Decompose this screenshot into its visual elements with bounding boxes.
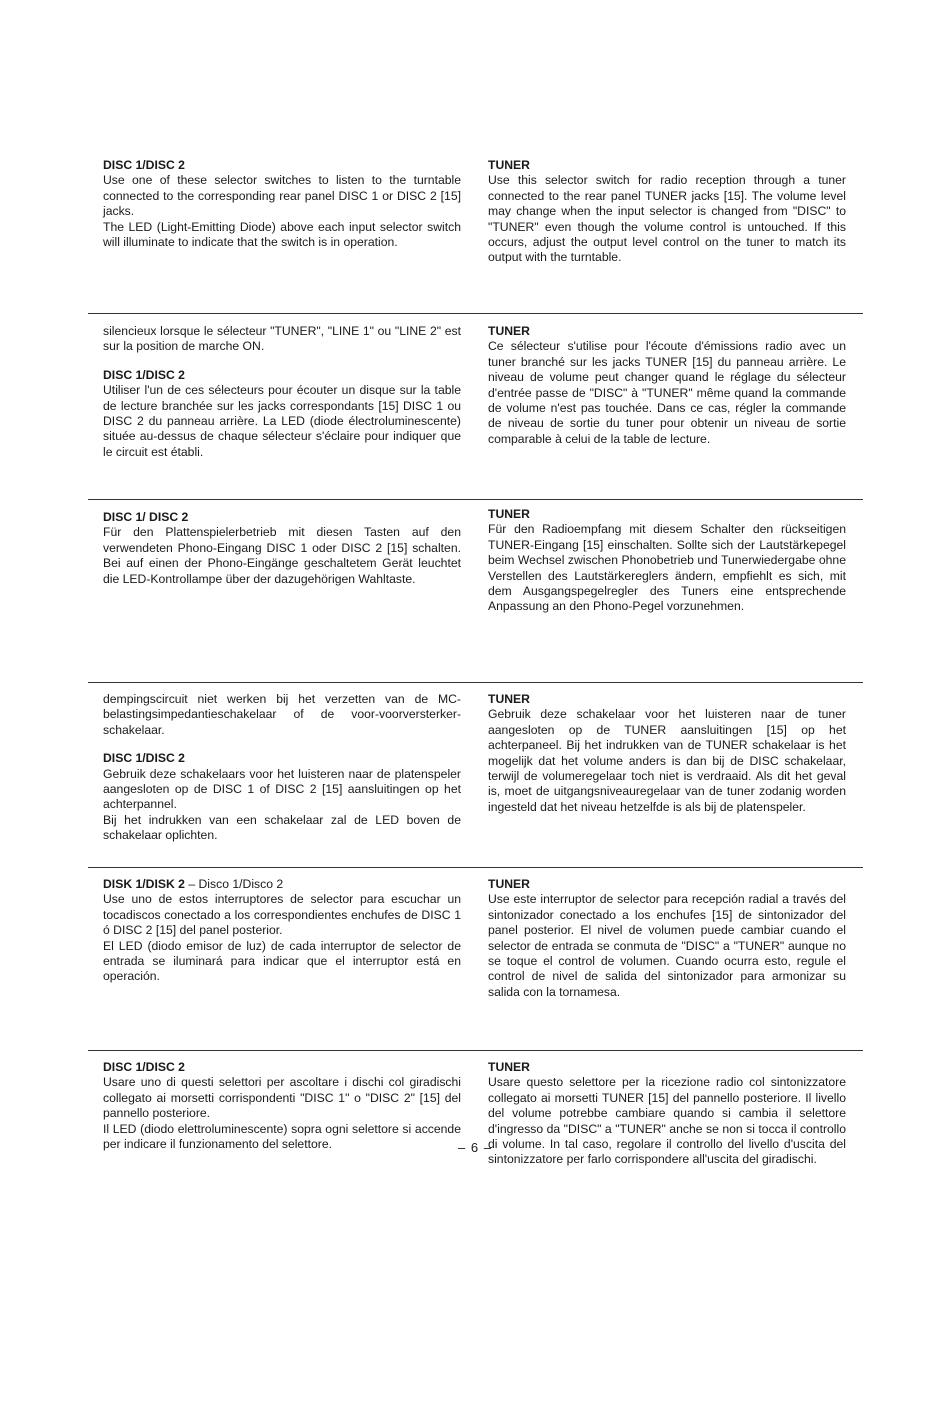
english-tuner-para-1: Use this selector switch for radio reception through a tuner connected to the rear panel TUNER jacks [15]. The volume level may change when the input selector is changed from "DISC" to "TUNER" even though the volume control is untouched. If this occurs, adjust the output level control on the tuner to match its output with the turntable. (488, 173, 846, 265)
german-tuner-column (488, 507, 846, 615)
german-disc-para-1: Für den Plattenspielerbetrieb mit diesen Tasten auf den verwendeten Phono-Eingang DISC 1 oder DISC 2 [15] schalten. Bei auf einen der Phono-Eingänge geschaltetem Gerät leuchtet die LED-Kontrollampe über der dazugehörigen Wahltaste. (103, 525, 461, 586)
german-disc-column (103, 510, 461, 587)
italian-tuner-heading: TUNER (488, 1060, 530, 1074)
english-tuner-heading: TUNER (488, 158, 530, 172)
spanish-disc-para-1: Use uno de estos interruptores de selector para escuchar un tocadiscos conectado a los correspondientes enchufes de DISC 1 ó DISC 2 [15] del panel posterior. (103, 892, 461, 938)
spanish-disc-heading (103, 877, 461, 892)
spanish-tuner-heading: TUNER (488, 877, 530, 891)
spanish-tuner-column (488, 877, 846, 1000)
italian-disc-para-1: Usare uno di questi selettori per ascoltare i dischi col giradischi collegato ai morsetti corrispondenti "DISC 1" o "DISC 2" [15] del pannello posteriore. (103, 1075, 461, 1121)
english-disc-heading: DISC 1/DISC 2 (103, 158, 185, 172)
italian-disc-para-2: Il LED (diodo elettroluminescente) sopra ogni selettore si accende per indicare il funzionamento del selettore. (103, 1121, 461, 1152)
german-tuner-para-1: Für den Radioempfang mit diesem Schalter den rückseitigen TUNER-Eingang [15] einschalten. Sollte sich der Lautstärkepegel beim Wechsel zwischen Phonobetrieb und Tunerwiedergabe ohne Verstellen des Lautstärkereglers ändern, empfiehlt es sich, mit dem Ausgangspegelregler des Tuners eine entsprechende Anpassung an den Phono-Pegel vorzunehmen. (488, 522, 846, 614)
spanish-disc-column (103, 877, 461, 985)
page-number: – 6 – (458, 1140, 492, 1155)
french-disc-heading: DISC 1/DISC 2 (103, 367, 185, 382)
section-divider (88, 682, 863, 683)
dutch-disc-heading: DISC 1/DISC 2 (103, 751, 185, 766)
spanish-disc-para-2: El LED (diodo emisor de luz) de cada interruptor de selector de entrada se iluminará para indicar que el interruptor está en operación. (103, 938, 461, 984)
french-disc-column (103, 324, 461, 460)
english-disc-column (103, 158, 461, 250)
dutch-lead-text: dempingscircuit niet werken bij het verzetten van de MC-belastingsimpedantieschakelaar of de voor-voorversterker-schakelaar. (103, 692, 461, 737)
section-divider (88, 1050, 863, 1051)
dutch-disc-para-2: Bij het indrukken van een schakelaar zal de LED boven de schakelaar oplichten. (103, 812, 461, 843)
section-divider (88, 499, 863, 500)
english-disc-para-1: Use one of these selector switches to listen to the turntable connected to the corresponding rear panel DISC 1 or DISC 2 [15] jacks. (103, 173, 461, 219)
dutch-tuner-para-1: Gebruik deze schakelaar voor het luisteren naar de tuner aangesloten op de TUNER aansluitingen [15] op het achterpaneel. Bij het indrukken van de TUNER schakelaar is het mogelijk dat het volume anders is dan bij de DISC schakelaar, terwijl de volumeregelaar toch niet is verdraaid. Als dit het geval is, moet de uitgangsniveauregelaar van de tuner zodanig worden ingesteld dat het niveau hetzelfde is als bij de platenspeler. (488, 707, 846, 814)
spanish-disc-heading-main: DISK 1/DISK 2 (103, 877, 185, 891)
italian-disc-heading: DISC 1/DISC 2 (103, 1060, 185, 1074)
dutch-disc-column (103, 692, 461, 844)
spanish-disc-heading-suffix: – Disco 1/Disco 2 (184, 877, 284, 891)
italian-tuner-para-1: Usare questo selettore per la ricezione radio col sintonizzatore collegato ai morsetti TUNER [15] del pannello posteriore. Il livello del volume potrebbe cambiare quando si cambia il selettore d'ingresso da "DISC" a "TUNER" anche se non si tocca il controllo di volume. In tal caso, regolare il controllo del livello d'uscita del sintonizzatore per farlo corrispondere all'uscita del giradischi. (488, 1075, 846, 1167)
french-lead-text: silencieux lorsque le sélecteur "TUNER", "LINE 1" ou "LINE 2" est sur la position de marche ON. (103, 324, 461, 354)
german-tuner-heading: TUNER (488, 507, 530, 521)
german-disc-heading: DISC 1/ DISC 2 (103, 510, 189, 524)
french-disc-para-1: Utiliser l'un de ces sélecteurs pour écouter un disque sur la table de lecture branchée sur les jacks correspondants [15] DISC 1 ou DISC 2 du panneau arrière. La LED (diode électroluminescente) située au-dessus de chaque sélecteur s'éclaire pour indiquer que le circuit est établi. (103, 383, 461, 459)
italian-disc-column (103, 1060, 461, 1152)
dutch-tuner-column (488, 692, 846, 815)
english-disc-para-2: The LED (Light-Emitting Diode) above each input selector switch will illuminate to indicate that the switch is in operation. (103, 219, 461, 250)
section-divider (88, 313, 863, 314)
dutch-disc-para-1: Gebruik deze schakelaars voor het luisteren naar de platenspeler aangesloten op de DISC 1 of DISC 2 [15] aansluitingen op het achterpannel. (103, 766, 461, 812)
english-tuner-column (488, 158, 846, 266)
french-tuner-column (488, 324, 846, 447)
section-divider (88, 867, 863, 868)
spanish-tuner-para-1: Use este interruptor de selector para recepción radial a través del sintonizador conectado a los enchufes [15] de sintonizador del panel posterior. El nivel de volumen puede cambiar cuando el selector de entrada se conmuta de "DISC" a "TUNER" aunque no se toque el control de volumen. Cuando ocurra esto, regule el control de nivel de salida del sintonizador para armonizar su salida con la tornamesa. (488, 892, 846, 999)
french-tuner-para-1: Ce sélecteur s'utilise pour l'écoute d'émissions radio avec un tuner branché sur les jacks TUNER [15] du panneau arrière. Le niveau de volume peut changer quand le réglage du sélecteur d'entrée passe de "DISC" à "TUNER" même quand la commande de volume n'est pas touchée. Dans ce cas, régler la commande de niveau de sortie du tuner pour obtenir un niveau de sortie comparable à celui de la table de lecture. (488, 339, 846, 446)
french-tuner-heading: TUNER (488, 324, 530, 338)
dutch-tuner-heading: TUNER (488, 692, 530, 706)
